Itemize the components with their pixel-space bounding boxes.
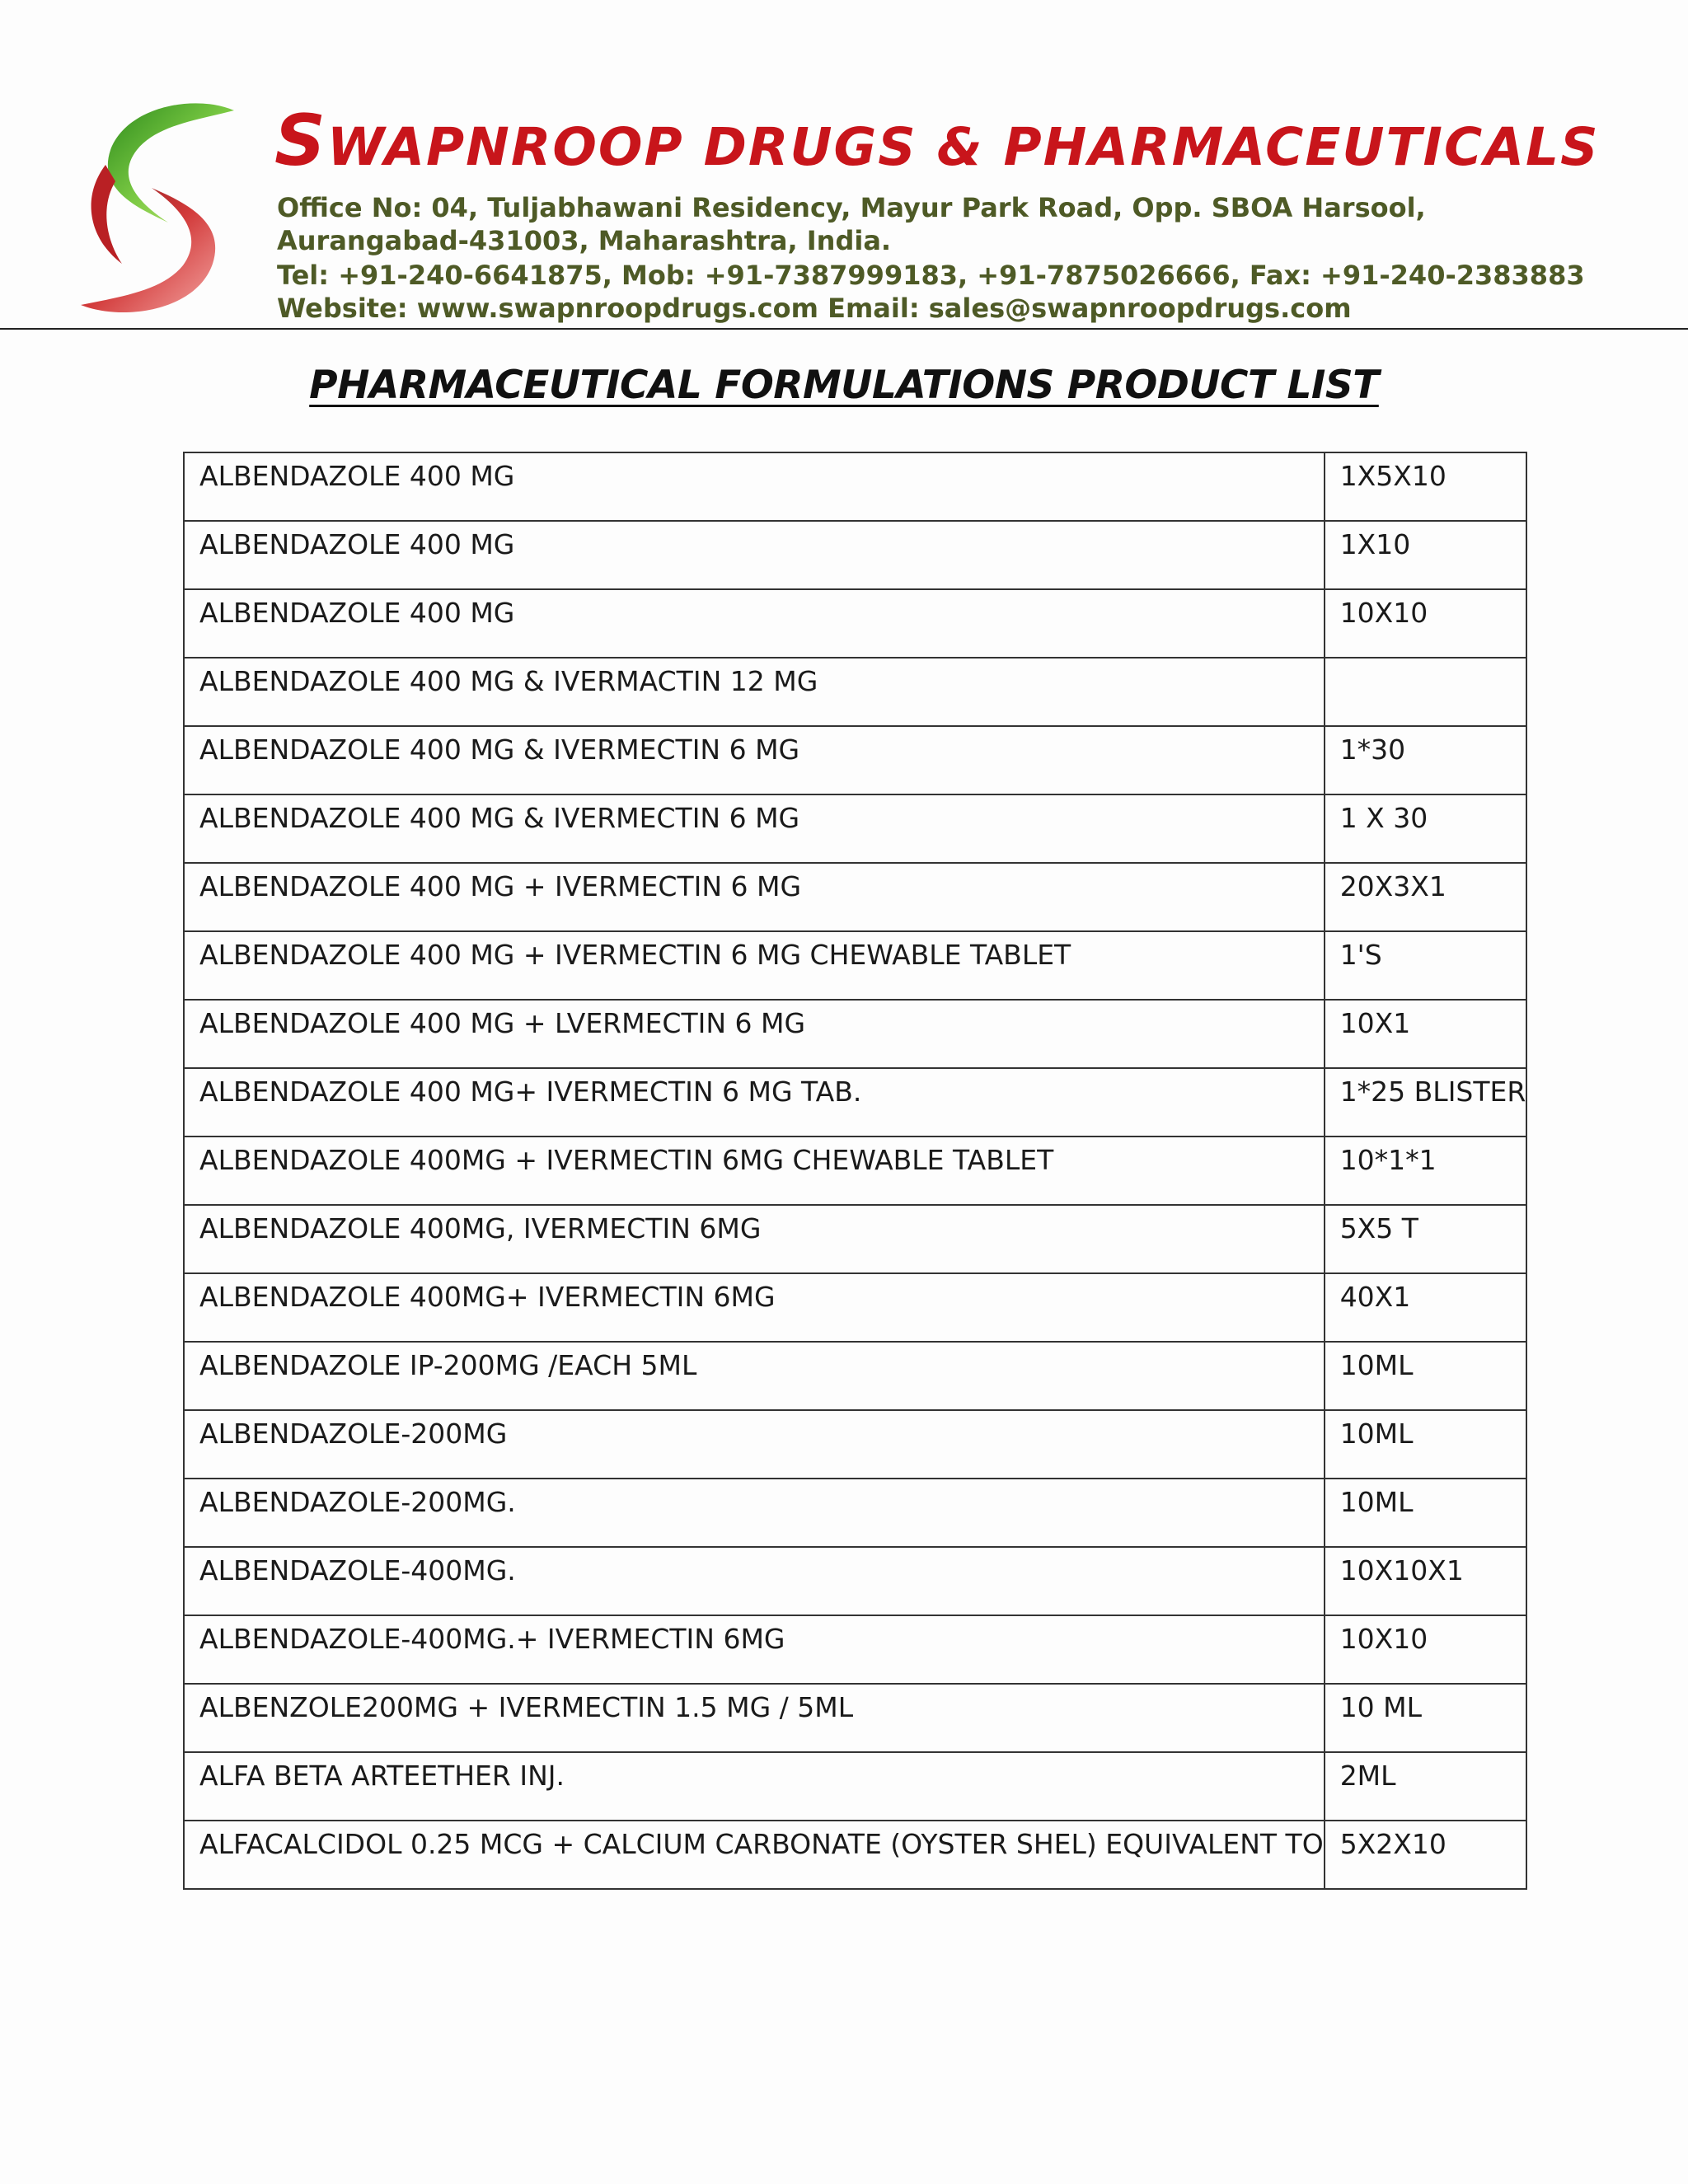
document-title xyxy=(0,363,1688,408)
table-row xyxy=(184,658,1526,726)
company-name-rest: WAPNROOP DRUGS & PHARMACEUTICALS xyxy=(326,117,1600,177)
product-name-cell: ALBENDAZOLE-200MG. xyxy=(184,1479,1325,1547)
pack-size-cell: 10*1*1 xyxy=(1325,1137,1527,1205)
address-line-1: Office No: 04, Tuljabhawani Residency, Mayur Park Road, Opp. SBOA Harsool, xyxy=(277,192,1426,223)
table-row xyxy=(184,1684,1526,1752)
table-row xyxy=(184,589,1526,658)
pack-size-cell: 5X5 T xyxy=(1325,1205,1527,1273)
table-row xyxy=(184,1615,1526,1684)
product-name-cell: ALBENZOLE200MG + IVERMECTIN 1.5 MG / 5ML xyxy=(184,1684,1325,1752)
company-name xyxy=(274,100,1600,182)
pack-size-cell: 10ML xyxy=(1325,1410,1527,1479)
pack-size-cell xyxy=(1325,658,1527,726)
product-name-cell: ALBENDAZOLE-400MG.+ IVERMECTIN 6MG xyxy=(184,1615,1325,1684)
table-row xyxy=(184,1000,1526,1068)
pack-size-cell: 10X10X1 xyxy=(1325,1547,1527,1615)
company-name-initial: S xyxy=(274,100,327,182)
pack-size-cell: 1'S xyxy=(1325,931,1527,1000)
product-name-cell: ALBENDAZOLE 400 MG xyxy=(184,452,1325,521)
table-row xyxy=(184,1137,1526,1205)
pack-size-cell: 1X5X10 xyxy=(1325,452,1527,521)
product-name-cell: ALBENDAZOLE 400 MG xyxy=(184,589,1325,658)
pack-size-cell: 1*25 BLISTER xyxy=(1325,1068,1527,1137)
header-divider xyxy=(0,328,1688,330)
pack-size-cell: 10ML xyxy=(1325,1342,1527,1410)
product-name-cell: ALBENDAZOLE 400 MG xyxy=(184,521,1325,589)
product-name-cell: ALBENDAZOLE 400 MG + IVERMECTIN 6 MG xyxy=(184,863,1325,931)
table-row xyxy=(184,726,1526,794)
product-name-cell: ALBENDAZOLE 400MG, IVERMECTIN 6MG xyxy=(184,1205,1325,1273)
table-row xyxy=(184,452,1526,521)
table-row xyxy=(184,1205,1526,1273)
table-row xyxy=(184,1547,1526,1615)
pack-size-cell: 10X10 xyxy=(1325,589,1527,658)
pack-size-cell: 5X2X10 xyxy=(1325,1821,1527,1889)
table-row xyxy=(184,1752,1526,1821)
product-name-cell: ALBENDAZOLE 400 MG + IVERMECTIN 6 MG CHEWABLE TABLET xyxy=(184,931,1325,1000)
pack-size-cell: 10 ML xyxy=(1325,1684,1527,1752)
table-row xyxy=(184,1479,1526,1547)
product-name-cell: ALBENDAZOLE 400MG+ IVERMECTIN 6MG xyxy=(184,1273,1325,1342)
website-email-line: Website: www.swapnroopdrugs.com Email: sales@swapnroopdrugs.com xyxy=(277,293,1352,324)
pack-size-cell: 1X10 xyxy=(1325,521,1527,589)
pack-size-cell: 20X3X1 xyxy=(1325,863,1527,931)
table-row xyxy=(184,1273,1526,1342)
table-row xyxy=(184,863,1526,931)
pack-size-cell: 40X1 xyxy=(1325,1273,1527,1342)
document-title-text: PHARMACEUTICAL FORMULATIONS PRODUCT LIST xyxy=(309,363,1379,408)
table-row xyxy=(184,1410,1526,1479)
product-name-cell: ALBENDAZOLE-200MG xyxy=(184,1410,1325,1479)
product-name-cell: ALBENDAZOLE IP-200MG /EACH 5ML xyxy=(184,1342,1325,1410)
pack-size-cell: 1 X 30 xyxy=(1325,794,1527,863)
product-name-cell: ALBENDAZOLE 400 MG & IVERMECTIN 6 MG xyxy=(184,726,1325,794)
pack-size-cell: 10X10 xyxy=(1325,1615,1527,1684)
address-line-2: Aurangabad-431003, Maharashtra, India. xyxy=(277,225,892,256)
table-row xyxy=(184,521,1526,589)
product-name-cell: ALFACALCIDOL 0.25 MCG + CALCIUM CARBONATE (OYSTER SHEL) EQUIVALENT TO xyxy=(184,1821,1325,1889)
product-name-cell: ALBENDAZOLE 400 MG & IVERMECTIN 6 MG xyxy=(184,794,1325,863)
pack-size-cell: 10ML xyxy=(1325,1479,1527,1547)
product-name-cell: ALFA BETA ARTEETHER INJ. xyxy=(184,1752,1325,1821)
table-row xyxy=(184,1068,1526,1137)
table-row xyxy=(184,794,1526,863)
pack-size-cell: 2ML xyxy=(1325,1752,1527,1821)
product-name-cell: ALBENDAZOLE-400MG. xyxy=(184,1547,1325,1615)
table-row xyxy=(184,931,1526,1000)
product-table xyxy=(183,452,1527,1890)
pack-size-cell: 10X1 xyxy=(1325,1000,1527,1068)
table-row xyxy=(184,1342,1526,1410)
product-name-cell: ALBENDAZOLE 400 MG+ IVERMECTIN 6 MG TAB. xyxy=(184,1068,1325,1137)
pack-size-cell: 1*30 xyxy=(1325,726,1527,794)
product-name-cell: ALBENDAZOLE 400 MG + LVERMECTIN 6 MG xyxy=(184,1000,1325,1068)
product-name-cell: ALBENDAZOLE 400 MG & IVERMACTIN 12 MG xyxy=(184,658,1325,726)
swoosh-s-logo-icon xyxy=(73,99,246,321)
contact-line: Tel: +91-240-6641875, Mob: +91-7387999183, +91-7875026666, Fax: +91-240-2383883 xyxy=(277,260,1585,291)
product-name-cell: ALBENDAZOLE 400MG + IVERMECTIN 6MG CHEWABLE TABLET xyxy=(184,1137,1325,1205)
table-row xyxy=(184,1821,1526,1889)
